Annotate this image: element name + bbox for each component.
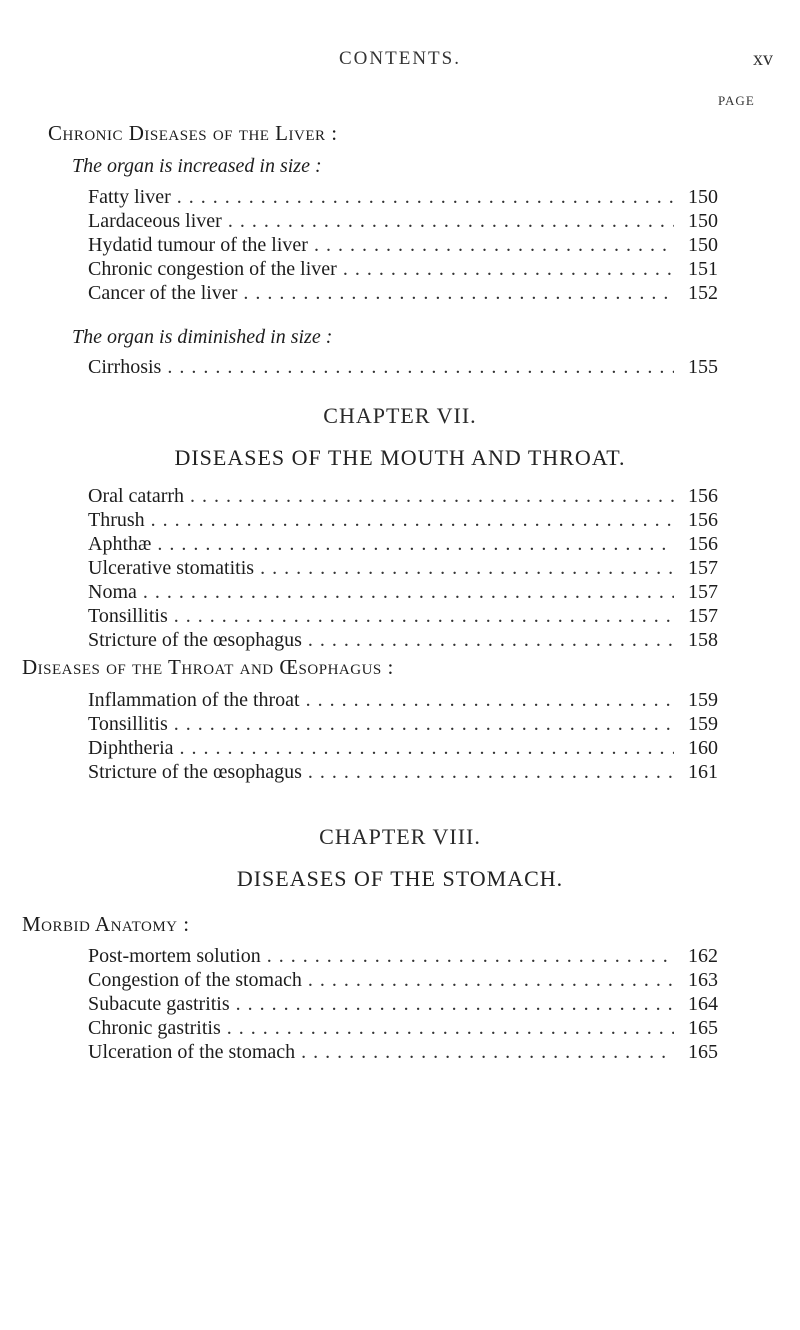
- toc-entry: Subacute gastritis . . . 164: [88, 993, 718, 1017]
- toc-entry: Fatty liver . . . 150: [88, 186, 718, 210]
- toc-entry: Chronic gastritis . . . 165: [88, 1017, 718, 1041]
- toc-entry: Stricture of the œsophagus . . . 158: [88, 629, 718, 653]
- chapter-8-heading: CHAPTER VIII.: [319, 824, 481, 849]
- chapter-7-sub-entries: [88, 689, 718, 785]
- toc-entry: Inflammation of the throat . . . 159: [88, 689, 718, 713]
- chapter-7-title: DISEASES OF THE MOUTH AND THROAT.: [174, 445, 626, 470]
- toc-entry: Cancer of the liver . . . 152: [88, 282, 718, 306]
- entries-diminished: [88, 356, 718, 380]
- toc-entry: Congestion of the stomach . . . 163: [88, 969, 718, 993]
- chapter-7-heading: CHAPTER VII.: [323, 403, 477, 428]
- toc-entry: Cirrhosis . . . 155: [88, 356, 718, 380]
- subhead-increased: The organ is increased in size :: [72, 155, 322, 177]
- toc-entry: Ulcerative stomatitis . . . 157: [88, 557, 718, 581]
- toc-entry: Stricture of the œsophagus . . . 161: [88, 761, 718, 785]
- page-column-label: PAGE: [718, 93, 755, 108]
- toc-entry: Chronic congestion of the liver . . . 151: [88, 258, 718, 282]
- chapter-7-subsection-heading: Diseases of the Throat and Œsophagus :: [22, 655, 394, 679]
- liver-section-heading: Chronic Diseases of the Liver :: [48, 121, 338, 145]
- subhead-diminished: The organ is diminished in size :: [72, 326, 333, 348]
- toc-entry: Tonsillitis . . . 157: [88, 605, 718, 629]
- toc-entry: Noma . . . 157: [88, 581, 718, 605]
- entries-increased: [88, 186, 718, 306]
- toc-entry: Hydatid tumour of the liver . . . 150: [88, 234, 718, 258]
- toc-entry: Aphthæ . . . 156: [88, 533, 718, 557]
- toc-entry: Post-mortem solution . . . 162: [88, 945, 718, 969]
- toc-entry: Diphtheria . . . 160: [88, 737, 718, 761]
- running-title: CONTENTS.: [339, 48, 461, 69]
- toc-entry: Ulceration of the stomach . . . 165: [88, 1041, 718, 1065]
- toc-entry: Tonsillitis . . . 159: [88, 713, 718, 737]
- toc-entry: Lardaceous liver . . . 150: [88, 210, 718, 234]
- page-number: xv: [753, 48, 773, 70]
- chapter-7-entries: [88, 485, 718, 653]
- chapter-8-title: DISEASES OF THE STOMACH.: [236, 866, 564, 891]
- toc-entry: Oral catarrh . . . 156: [88, 485, 718, 509]
- chapter-8-entries: [88, 945, 718, 1065]
- toc-entry: Thrush . . . 156: [88, 509, 718, 533]
- chapter-8-subsection-heading: Morbid Anatomy :: [22, 912, 190, 936]
